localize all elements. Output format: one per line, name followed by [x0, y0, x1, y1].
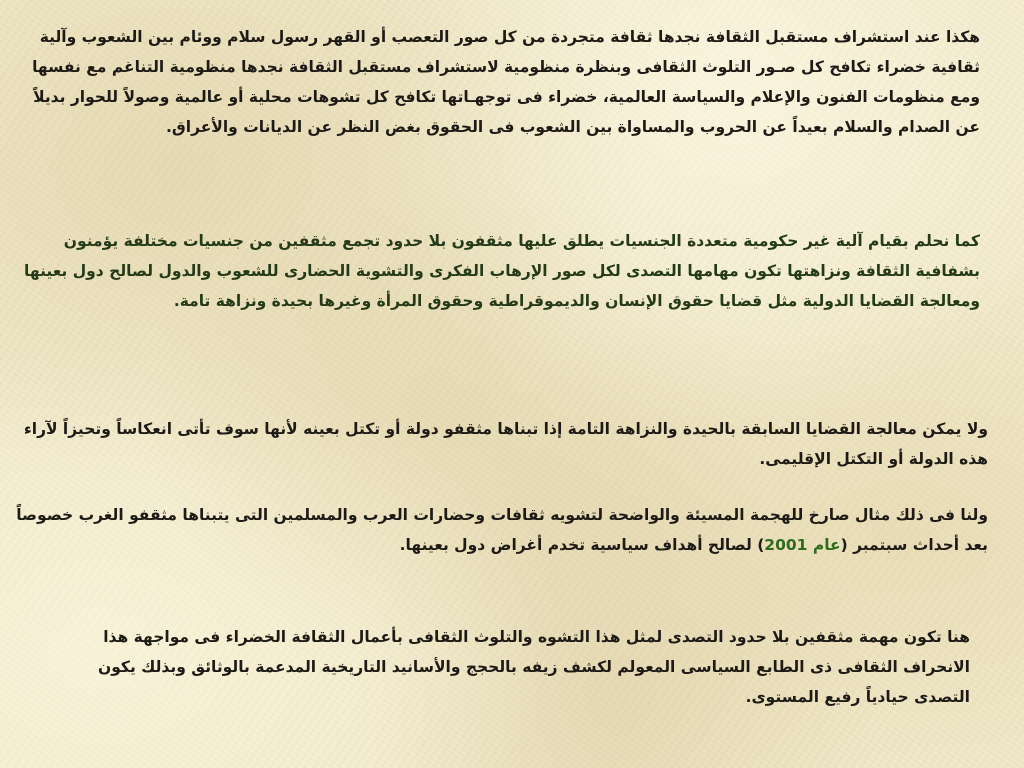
paragraph-neutrality: ولا يمكن معالجة القضايا السابقة بالحيدة والنزاهة التامة إذا تبناها مثقفو دولة أو تكتل بعينه لأنها سوف تأتى انعكاساً وتحيزاً لآراء هذه الدولة أو التكتل الإقليمى. [23, 420, 988, 468]
paragraph-culture-future: هكذا عند استشراف مستقبل الثقافة نجدها ثقافة متجردة من كل صور التعصب أو القهر رسول سلام ووئام بين الشعوب وآلية ثقافية خضراء تكافح كل صـور التلوث الثقافى وبنظرة منظومية لاستشراف مستقبل الثقافة نجدها منظومية التناغم مع نفسها ومع منظومات الفنون والإعلام والسياسة العالمية، خضراء فى توجهـاتها تكافح كل تشوهات محلية أو عالمية وصولاً للحوار بديلاً عن الصدام والسلام بعيداً عن الحروب والمساواة بين الشعوب فى الحقوق بغض النظر عن الديانات والأعراق. [32, 28, 980, 136]
paragraph-mission: هنا تكون مهمة مثقفين بلا حدود التصدى لمثل هذا التشوه والتلوث الثقافى بأعمال الثقافة الخضراء فى مواجهة هذا الانحراف الثقافى ذى الطابع السياسى المعولم لكشف زيفه بالحجج والأسانيد التاريخية المدعمة بالوثائق وبذلك يكون التصدى حيادياً رفيع المستوى. [97, 628, 970, 706]
paragraph-example-text-start: ولنا فى ذلك مثال صارخ للهجمة المسيئة والواضحة لتشويه ثقافات وحضارات العرب والمسلمين التى يتبناها مثقفو الغرب خصوصاً بعد أحداث سبتمبر ( [16, 506, 988, 554]
paragraph-intellectuals-without-borders: كما نحلم بقيام آلية غير حكومية متعددة الجنسيات يطلق عليها مثقفون بلا حدود تجمع مثقفين من جنسيات مختلفة يؤمنون بشفافية الثقافة ونزاهتها تكون مهامها التصدى لكل صور الإرهاب الفكرى والتشوية الحضارى للشعوب والدول لصالح دول بعينها ومعالجة القضايا الدولية مثل قضايا حقوق الإنسان والديموقراطية وحقوق المرأة وغيرها بحيدة ونزاهة تامة. [24, 232, 980, 310]
paragraph-example [4, 500, 988, 560]
year-highlight: عام 2001 [764, 536, 841, 554]
paragraph-example-text-end: ) لصالح أهداف سياسية تخدم أغراض دول بعينها. [399, 536, 765, 554]
